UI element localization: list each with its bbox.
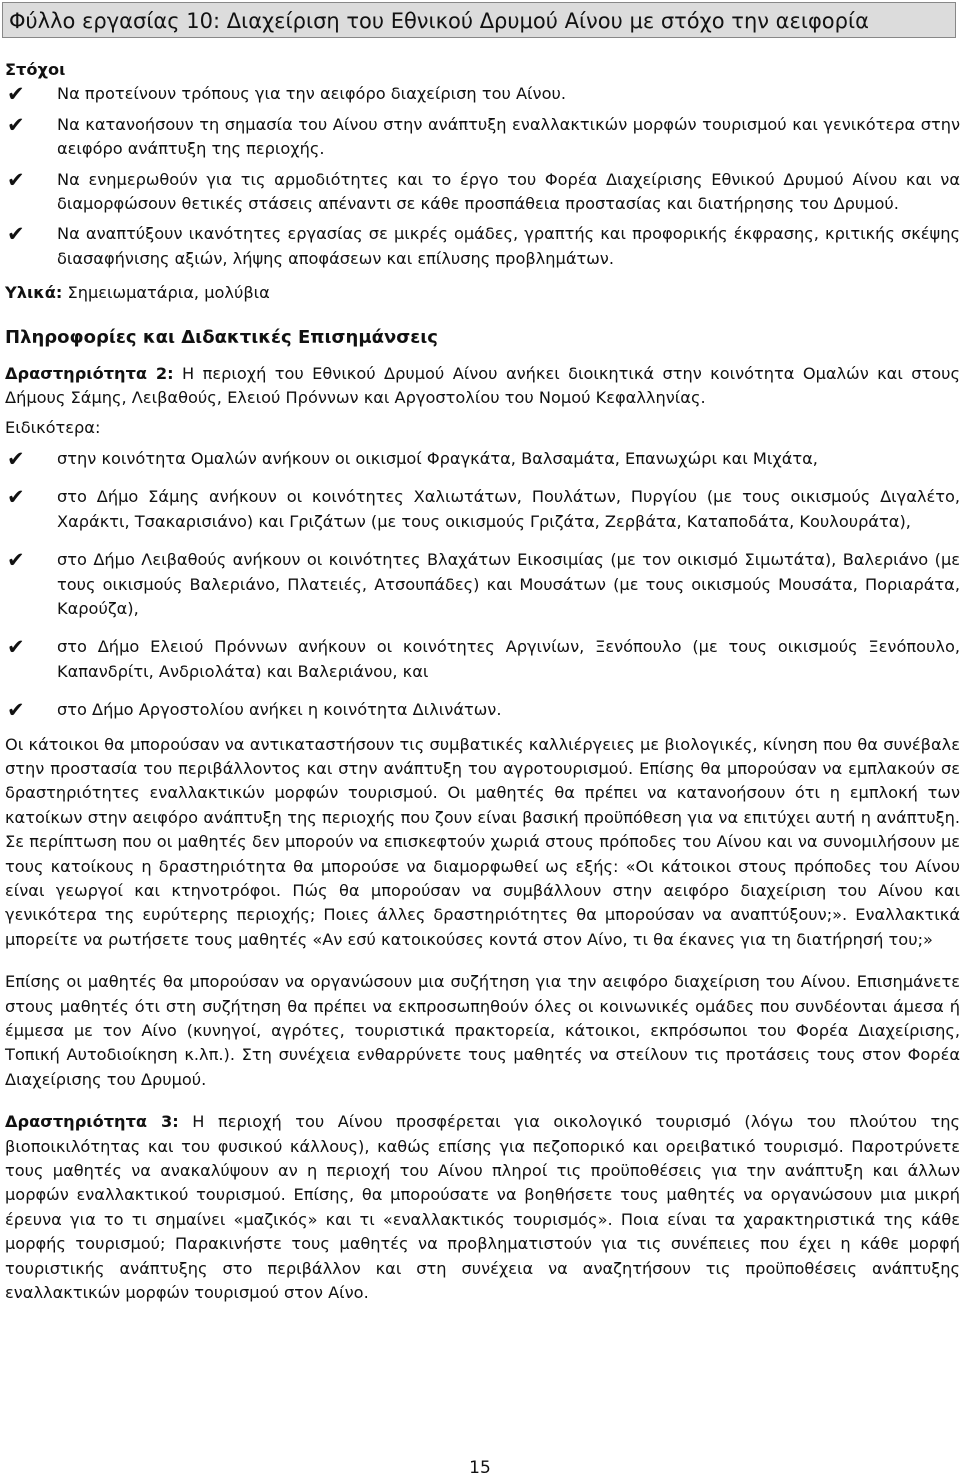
activity3-paragraph <box>5 1110 960 1305</box>
district-item <box>5 698 960 722</box>
checkmark-icon: ✔ <box>7 446 25 471</box>
district-text: στο Δήμο Αργοστολίου ανήκει η κοινότητα Διλινάτων. <box>57 700 502 720</box>
checkmark-icon: ✔ <box>7 635 25 660</box>
district-item <box>5 485 960 534</box>
goal-text: Να κατανοήσουν τη σημασία του Αίνου στην ανάπτυξη εναλλακτικών μορφών τουρισμού και γενικότερα στην αειφόρο ανάπτυξη της περιοχής. <box>57 114 960 159</box>
district-text: στο Δήμο Σάμης ανήκουν οι κοινότητες Χαλιωτάτων, Πουλάτων, Πυργίου (με τους οικισμούς Διγαλέτο, Χαράκτι, Τσακαρισιάνο) και Γριζάτων (με τους οικισμούς Γριζάτα, Ζερβάτα, Καταποδάτα, Κουλουράτα), <box>57 487 960 531</box>
district-item <box>5 635 960 684</box>
activity2-paragraph: Επίσης οι μαθητές θα μπορούσαν να οργανώσουν μια συζήτηση για την αειφόρο διαχείριση του Αίνου. Επισημάνετε στους μαθητές ότι στη συζήτηση θα πρέπει να εκπροσωπηθούν όλες οι κοινωνικές ομάδες που συνδέονται άμεσα ή έμμεσα με τον Αίνο (κυνηγοί, αγρότες, τουριστικά πρακτορεία, κάτοικοι, εκπρόσωποι του Φορέα Διαχείρισης, Τοπική Αυτοδιοίκηση κ.λπ.). Στη συνέχεια ενθαρρύνετε τους μαθητές να στείλουν τις προτάσεις τους στον Φορέα Διαχείρισης του Δρυμού. <box>5 972 960 1089</box>
district-text: στο Δήμο Λειβαθούς ανήκουν οι κοινότητες Βλαχάτων Εικοσιμίας (με τον οικισμό Σιμωτάτα), Βαλεριάνο (με τους οικισμούς Βαλεριάνο, Πλατειές, Ατσουπάδες) και Μουσάτων (με τους οικισμούς Μουσάτα, Πoριαράτα, Καρούζα), <box>57 550 960 618</box>
activity2-intro <box>5 362 960 411</box>
goal-item <box>5 168 960 217</box>
goal-text: Να ενημερωθούν για τις αρμοδιότητες και το έργο του Φορέα Διαχείρισης Εθνικού Δρυμού Αίνου και να διαμορφώσουν θετικές στάσεις απέναντι σε κάθε προσπάθεια προστασίας και διατήρησης του Δρυμού. <box>57 169 960 214</box>
activity2-text: Η περιοχή του Εθνικού Δρυμού Αίνου ανήκει διοικητικά στην κοινότητα Ομαλών και στους Δήμους Σάμης, Λειβαθούς, Ελειού Πρόννων και Αργοστολίου του Νομού Κεφαλληνίας. <box>5 363 960 408</box>
main-content <box>5 58 960 1305</box>
district-text: στην κοινότητα Ομαλών ανήκουν οι οικισμοί Φραγκάτα, Βαλσαμάτα, Επανωχώρι και Μιχάτα, <box>57 448 818 468</box>
checkmark-icon: ✔ <box>7 167 25 192</box>
checkmark-icon: ✔ <box>7 222 25 247</box>
activity2-paragraph: Οι κάτοικοι θα μπορούσαν να αντικαταστήσουν τις συμβατικές καλλιέργειες με βιολογικές, κίνηση που θα συνέβαλε στην προστασία του περιβάλλοντος και στην ανάπτυξη του αγροτουρισμού. Επίσης θα μπορούσαν να εμπλακούν σε δραστηριότητες εναλλακτικών μορφών τουρισμού. Οι μαθητές θα πρέπει να κατανοήσουν ότι η εμπλοκή των κατοίκων στην αειφόρο ανάπτυξη της περιοχής που ζουν είναι βασική προϋπόθεση για να επιτύχει αυτή η ανάπτυξη. Σε περίπτωση που οι μαθητές δεν μπορούν να επισκεφτούν χωριά στους πρόποδες του Αίνου και να συνομιλήσουν με τους κατοίκους η δραστηριότητα θα μπορούσε να διαμορφωθεί ως εξής: «Οι κάτοικοι στους πρόποδες του Αίνου είναι γεωργοί και κτηνοτρόφοι. Πώς θα μπορούσαν να συμβάλλουν στην αειφόρο διαχείριση του Αίνου και γενικότερα της ευρύτερης περιοχής; Ποιες άλλες δραστηριότητες θα μπορούσαν να αναπτύξουν;». Εναλλακτικά μπορείτε να ρωτήσετε τους μαθητές «Αν εσύ κατοικούσες κοντά στον Αίνο, τι θα έκανες για τη διατήρησή του;» <box>5 734 960 949</box>
goal-item <box>5 113 960 162</box>
district-item <box>5 548 960 621</box>
checkmark-icon: ✔ <box>7 112 25 137</box>
district-text: στο Δήμο Ελειού Πρόννων ανήκουν οι κοινότητες Αργινίων, Ξενόπουλο (με τους οικισμούς Ξενόπουλο, Καπανδρίτι, Ανδριολάτα) και Βαλεριάνου, και <box>57 637 960 681</box>
info-heading: Πληροφορίες και Διδακτικές Επισημάνσεις <box>5 326 438 348</box>
activity3-text: Η περιοχή του Αίνου προσφέρεται για οικολογικό τουρισμό (λόγω του πλούτου της βιοποικιλότητας και του φυσικού κάλλους), καθώς επίσης για πεζοπορικό και ορειβατικό τουρισμό. Παροτρύνετε τους μαθητές να ανακαλύψουν αν η περιοχή του Αίνου πληροί τις προϋποθέσεις για την ανάπτυξη και άλλων μορφών εναλλακτικού τουρισμού. Επίσης, θα μπορούσατε να βοηθήσετε τους μαθητές να οργανώσουν μια μικρή έρευνα για το τι σημαίνει «μαζικός» και τι «εναλλακτικός τουρισμός». Ποια είναι τα χαρακτηριστικά της κάθε μορφής τουρισμού; Παρακινήστε τους μαθητές να προβληματιστούν για τις συνέπειες που έχει η κάθε μορφή τουριστικής ανάπτυξης στο περιβάλλον και στη συνέχεια να αναζητήσουν τις προϋποθέσεις ανάπτυξης εναλλακτικών μορφών τουρισμού στον Αίνο. <box>5 1112 960 1303</box>
specifically-label: Ειδικότερα: <box>5 418 101 438</box>
activity3-label: Δραστηριότητα 3: <box>5 1112 179 1132</box>
page-number: 15 <box>469 1458 491 1478</box>
checkmark-icon: ✔ <box>7 82 25 107</box>
goals-heading: Στόχοι <box>5 60 66 79</box>
goal-text: Να αναπτύξουν ικανότητες εργασίας σε μικρές ομάδες, γραπτής και προφορικής έκφρασης, κριτικής σκέψης διασαφήνισης αξιών, λήψης αποφάσεων και επίλυσης προβλημάτων. <box>57 224 960 268</box>
goal-text: Να προτείνουν τρόπους για την αειφόρο διαχείριση του Αίνου. <box>57 84 566 104</box>
page-title: Φύλλο εργασίας 10: Διαχείριση του Εθνικού Δρυμού Αίνου με στόχο την αειφορία <box>2 2 956 38</box>
checkmark-icon: ✔ <box>7 548 25 573</box>
checkmark-icon: ✔ <box>7 485 25 510</box>
goal-item <box>5 222 960 271</box>
activity2-label: Δραστηριότητα 2: <box>5 363 174 383</box>
materials-text: Σημειωματάρια, μολύβια <box>62 283 270 303</box>
district-item <box>5 447 960 471</box>
materials-label: Υλικά: <box>5 283 63 303</box>
materials-line <box>5 281 960 305</box>
goal-item <box>5 82 960 106</box>
checkmark-icon: ✔ <box>7 698 25 723</box>
